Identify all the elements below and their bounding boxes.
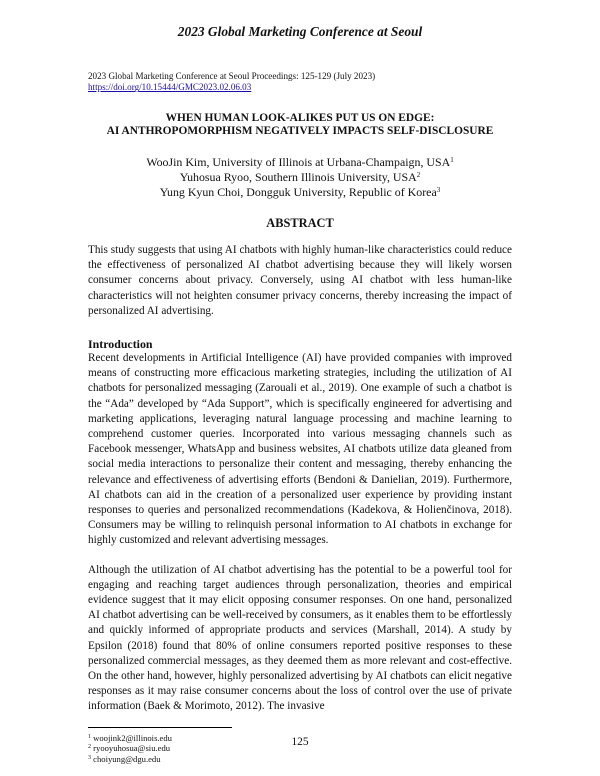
introduction-paragraph-1: Recent developments in Artificial Intelligence (AI) have provided companies with improved means of constructing more efficacious marketing strategies, including the utilization of AI chatbots for personalized messaging (Zarouali et al., 2019). One example of such a chatbot is the “Ada” developed by “Ada Support”, which is specifically engineered for advertising and marketing applications, leveraging natural language processing and machine learning to comprehend customer queries. Incorporated into various messaging channels such as Facebook messenger, WhatsApp and business websites, AI chatbots utilize data gleaned from social media interactions to personalize their content and messaging, thereby enhancing the relevance and effectiveness of advertising efforts (Bendoni & Danielian, 2019). Furthermore, AI chatbots can aid in the creation of a personalized user experience by providing instant responses to queries and personalized recommendations (Kadekova, & Holienčinova, 2018). Consumers may be willing to relinquish personal information to AI chatbots in exchange for highly customized and relevant advertising messages. (88, 352, 512, 547)
author-footnote-mark: 1 (450, 156, 454, 164)
title-line-2: AI ANTHROPOMORPHISM NEGATIVELY IMPACTS SELF-DISCLOSURE (106, 125, 494, 138)
abstract-heading: ABSTRACT (266, 216, 334, 230)
author-line: Yuhosua Ryoo, Southern Illinois University, USA$^2$ (179, 170, 421, 184)
author-line: WooJin Kim, University of Illinois at Urbana-Champaign, USA$^1$ (146, 155, 454, 169)
paper-title (88, 112, 512, 139)
footnote-divider (88, 727, 232, 728)
author-footnote-mark: 3 (436, 186, 441, 194)
author-line: Yung Kyun Choi, Dongguk University, Republic of Korea$^3$ (159, 185, 441, 199)
author-list (88, 155, 512, 200)
abstract-text: This study suggests that using AI chatbots with highly human-like characteristics could reduce the effectiveness of personalized AI chatbot advertising because they will likely worsen consumer concerns about privacy. Conversely, using AI chatbot with less human-like characteristics will not heighten consumer privacy concerns, thereby increasing the impact of personalized AI advertising. (88, 244, 512, 317)
footnote: $^2$ ryooyuhosua@siu.edu (88, 743, 171, 754)
proceedings-info (88, 71, 512, 94)
title-line-1: WHEN HUMAN LOOK-ALIKES PUT US ON EDGE: (165, 111, 435, 124)
footnote: $^3$ choiyung@dgu.edu (88, 753, 161, 764)
introduction-heading: Introduction (88, 337, 153, 352)
running-header: 2023 Global Marketing Conference at Seoul (177, 24, 423, 39)
author-footnote-mark: 2 (416, 171, 421, 179)
proceedings-citation: 2023 Global Marketing Conference at Seoul Proceedings: 125-129 (July 2023) (88, 71, 376, 81)
page-number: 125 (291, 736, 309, 748)
introduction-paragraph-2: Although the utilization of AI chatbot advertising has the potential to be a powerful tool for engaging and reaching target audiences through personalization, theories and empirical evidence suggest that it may elicit opposing consumer responses. On one hand, personalized AI chatbot advertising can be well-received by consumers, as it enables them to be effortlessly and quickly informed of appropriate products and services (Marshall, 2014). A study by Epsilon (2018) found that 80% of online consumers reported positive responses to these personalized commercial messages, as they deemed them as more relevant and cost-effective. On the other hand, however, highly personalized advertising by AI chatbots can elicit negative responses as it may raise consumer concerns about the loss of control over the use of private information (Baek & Morimoto, 2012). The invasive (88, 563, 512, 713)
doi-link[interactable]: https://doi.org/10.15444/GMC2023.02.06.03 (88, 82, 252, 93)
footnote: $^1$ woojink2@illinois.edu (88, 732, 172, 743)
